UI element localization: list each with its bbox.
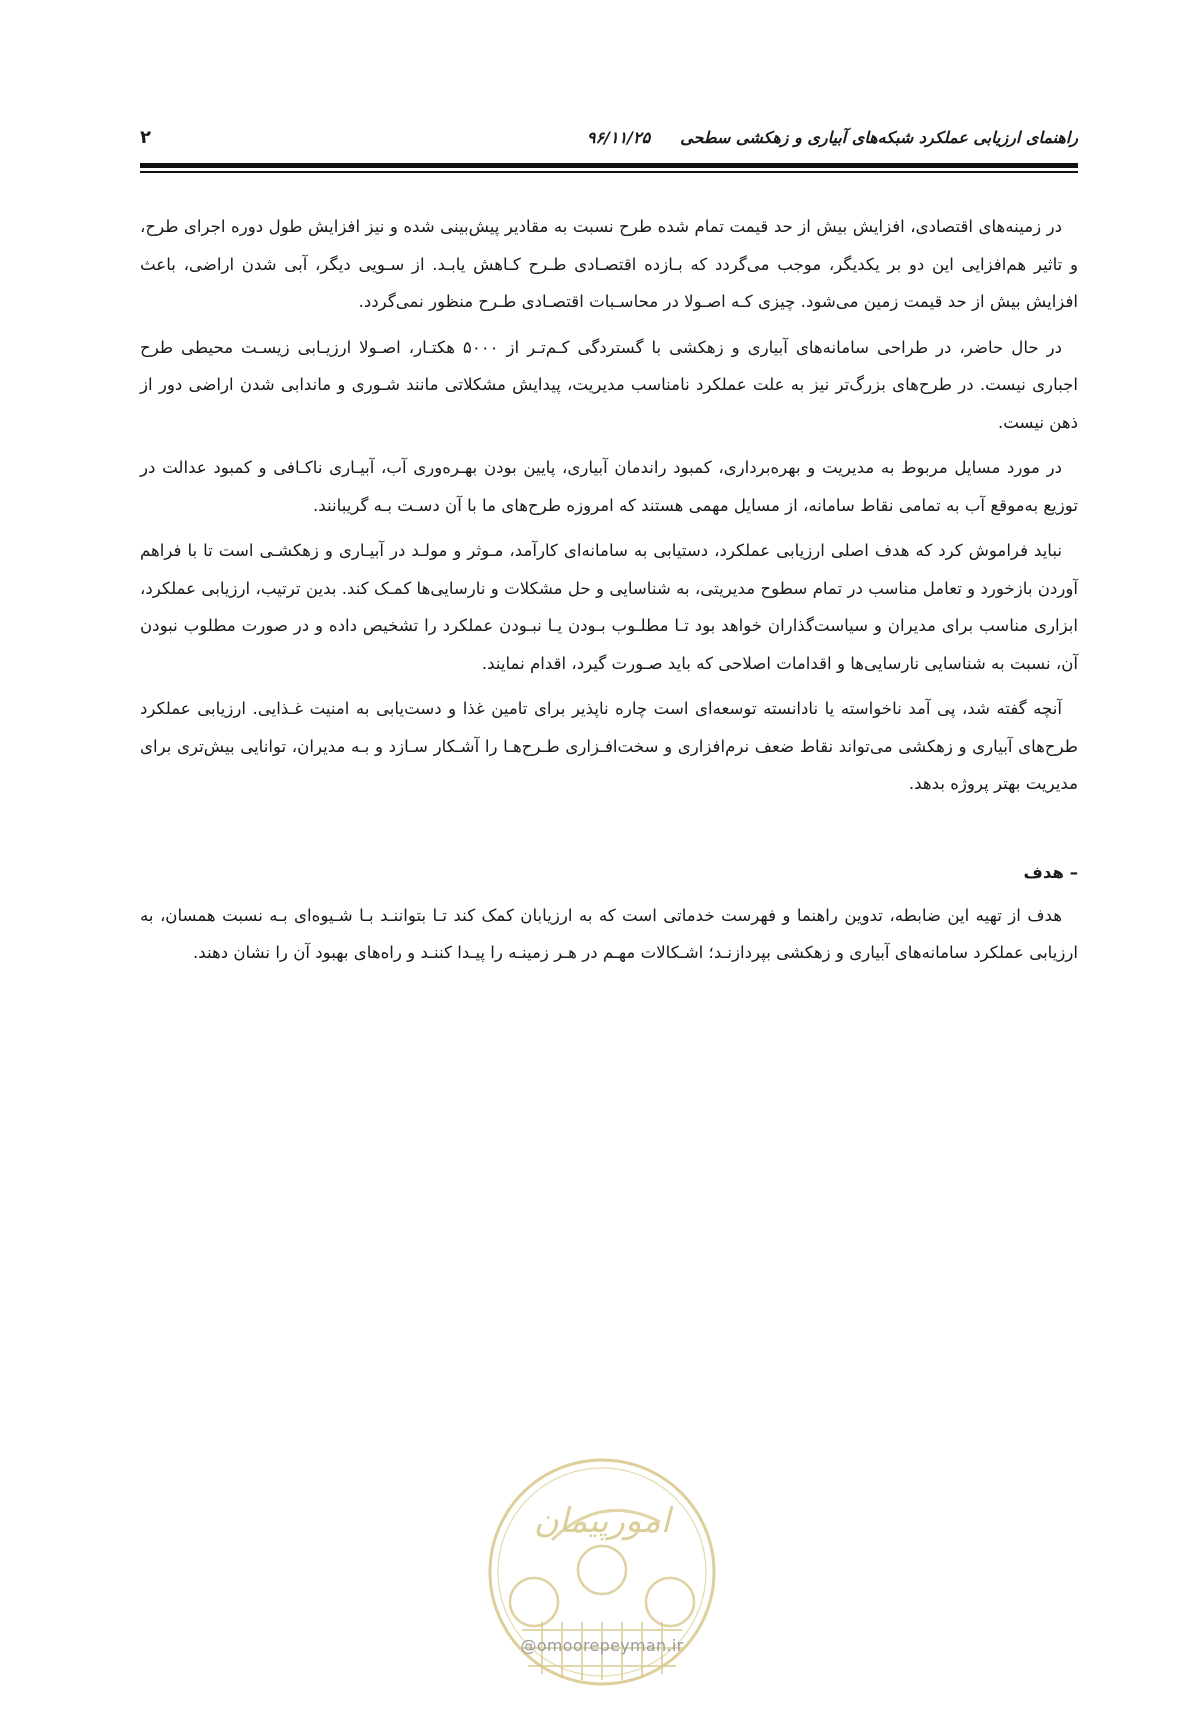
header-rule-thin xyxy=(140,171,1078,173)
running-header-date: ۹۶/۱۱/۲۵ xyxy=(586,127,651,147)
paragraph: در مورد مسایل مربوط به مدیریت و بهره‌برداری، کمبود راندمان آبیاری، پایین بودن بهـره‌وری آب، آبیـاری ناکـافی و کمبود عدالت در توزیع به‌موقع آب به تمامی نقاط سامانه، از مسایل مهمی هستند که امروزه طرح‌های ما با آن دسـت بـه گریبانند. xyxy=(140,458,1078,515)
watermark-url-text: omoorepeyman.ir xyxy=(536,1636,684,1655)
document-body xyxy=(140,208,1078,974)
watermark-url xyxy=(474,1636,730,1655)
page-header xyxy=(140,122,1078,152)
header-rule-thick xyxy=(140,163,1078,168)
section-heading: – هدف xyxy=(1023,862,1078,882)
watermark-logo-text: امورپیمان xyxy=(533,1501,671,1541)
paragraph: نباید فراموش کرد که هدف اصلی ارزیابی عملکرد، دستیابی به سامانه‌ای کارآمد، مـوثر و مولـد در آبیـاری و زهکشـی است تا با فراهم آوردن بازخورد و تعامل مناسب در تمام سطوح مدیریتی، به شناسایی و حل مشکلات و نارسایی‌ها کمـک کند. بدین ترتیب، ارزیابی عملکرد، ابزاری مناسب برای مدیران و سیاست‌گذاران خواهد بود تـا مطلـوب بـودن یـا نبـودن عملکرد را تشخیص داده و در صورت مطلوب نبودن آن، نسبت به شناسایی نارسایی‌ها و اقدامات اصلاحی که باید صـورت گیرد، اقدام نمایند. xyxy=(140,541,1078,673)
at-icon: @ xyxy=(520,1636,537,1655)
watermark-logo xyxy=(482,1452,722,1734)
paragraph: در حال حاضر، در طراحی سامانه‌های آبیاری و زهکشی با گستردگی کـم‌تـر از ۵۰۰۰ هکتـار، اصـولا ارزیـابی زیسـت محیطی طرح اجباری نیست. در طرح‌های بزرگ‌تر نیز به علت عملکرد نامناسب مدیریت، پیدایش مشکلاتی مانند شـوری و ماندابی شدن اراضی دور از ذهن نیست. xyxy=(140,337,1078,432)
running-header xyxy=(587,128,1078,147)
section-paragraph: هدف از تهیه این ضابطه، تدوین راهنما و فهرست خدماتی است که به ارزیابان کمک کند تـا بتواننـد بـا شـیوه‌ای بـه نسبت همسان، به ارزیابی عملکرد سامانه‌های آبیاری و زهکشی بپردازنـد؛ اشـکالات مهـم در هـر زمینـه را پیـدا کننـد و راه‌های بهبود آن را نشان دهند. xyxy=(140,905,1078,962)
paragraph: در زمینه‌های اقتصادی، افزایش بیش از حد قیمت تمام شده طرح نسبت به مقادیر پیش‌بینی شده و نیز افزایش طول دوره اجرای طرح، و تاثیر هم‌افزایی این دو بر یکدیگر، موجب می‌گردد که بـازده اقتصـادی طـرح کـاهش یابـد. از سـویی دیگر، آبی شدن اراضی، باعث افزایش بیش از حد قیمت زمین می‌شود. چیزی کـه اصـولا در محاسـبات اقتصـادی طـرح منظور نمی‌گردد. xyxy=(140,217,1078,311)
running-header-title: راهنمای ارزیابی عملکرد شبکه‌های آبیاری و زهکشی سطحی xyxy=(680,127,1078,147)
paragraph: آنچه گفته شد، پی آمد ناخواسته یا نادانسته توسعه‌ای است چاره ناپذیر برای تامین غذا و دست‌یابی به امنیت غـذایی. ارزیابی عملکرد طرح‌های آبیاری و زهکشی می‌تواند نقاط ضعف نرم‌افزاری و سخت‌افـزاری طـرح‌هـا را آشـکار سـازد و بـه مدیران، توانایی بیش‌تری برای مدیریت بهتر پروژه بدهد. xyxy=(140,699,1078,793)
page-number: ۲ xyxy=(140,126,151,148)
